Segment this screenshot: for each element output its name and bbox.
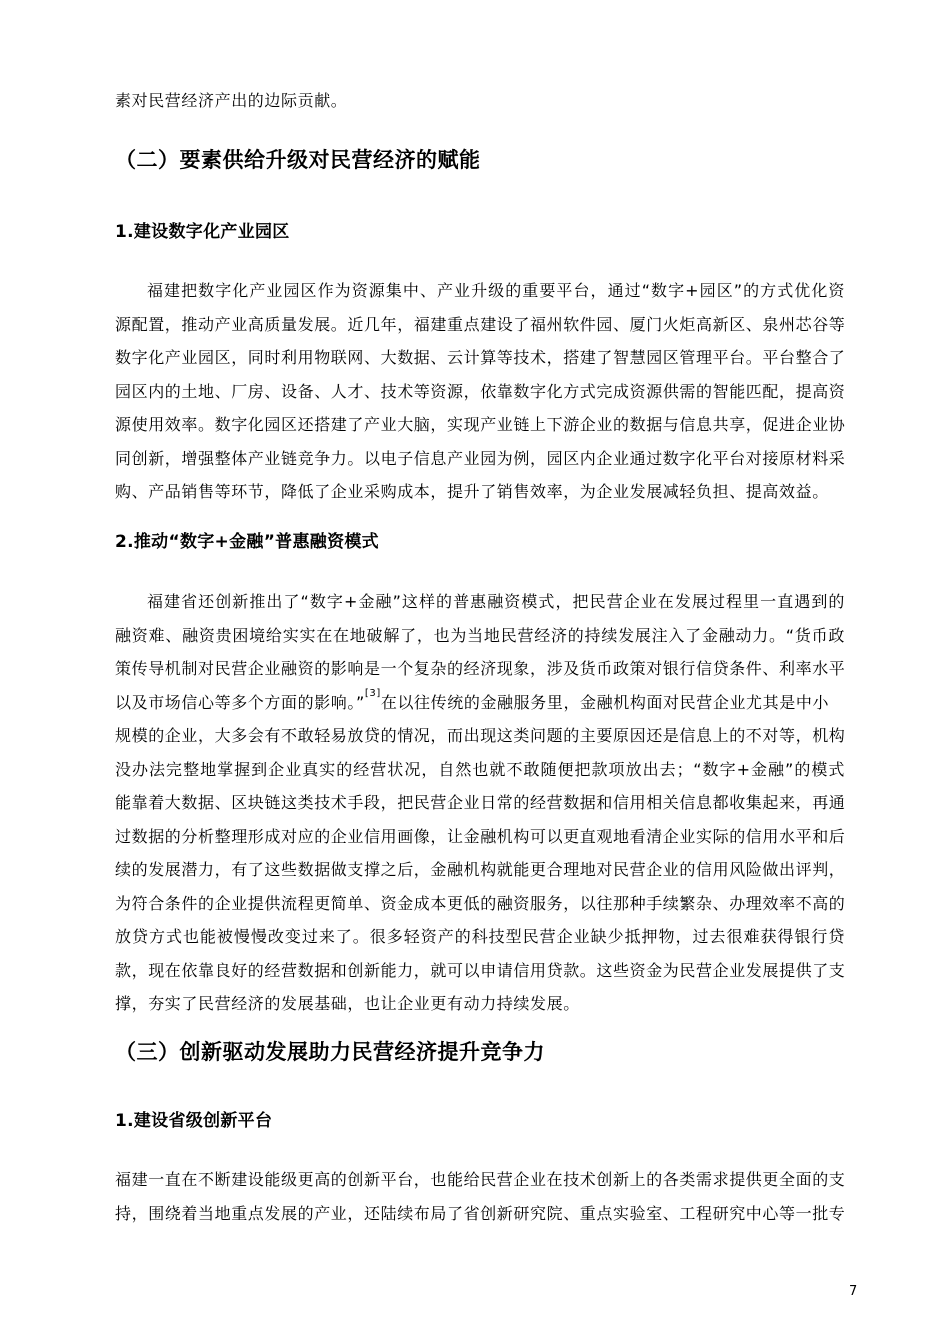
text-segment: 以及市场信心等多个方面的影响。”: [115, 692, 365, 712]
paragraph-line: 融资难、融资贵困境给实实在在地破解了，也为当地民营经济的持续发展注入了金融动力。“货币政: [115, 625, 845, 645]
paragraph-line: 源使用效率。数字化园区还搭建了产业大脑，实现产业链上下游企业的数据与信息共享，促进企业协: [115, 415, 846, 434]
paragraph-line: 福建一直在不断建设能级更高的创新平台，也能给民营企业在技术创新上的各类需求提供更全面的支: [115, 1170, 846, 1189]
paragraph-line: 数字化产业园区，同时利用物联网、大数据、云计算等技术，搭建了智慧园区管理平台。平台整合了: [115, 348, 846, 367]
paragraph-fragment: 素对民营经济产出的边际贡献。: [115, 91, 348, 110]
paragraph-line: 能靠着大数据、区块链这类技术手段，把民营企业日常的经营数据和信用相关信息都收集起来，再通: [115, 793, 846, 812]
paragraph-line: 购、产品销售等环节，降低了企业采购成本，提升了销售效率，为企业发展减轻负担、提高效益。: [115, 482, 829, 501]
paragraph-line: 过数据的分析整理形成对应的企业信用画像，让金融机构可以更直观地看清企业实际的信用水平和后: [115, 826, 846, 846]
subsection-heading-3-1: 1.建设省级创新平台: [115, 1111, 273, 1131]
paragraph-digital-park: [115, 274, 845, 509]
section-heading-2: （二）要素供给升级对民营经济的赋能: [115, 148, 481, 172]
page-number: 7: [849, 1284, 858, 1299]
paragraph-innovation-platform: [115, 1163, 845, 1230]
paragraph-line: 款，现在依靠良好的经营数据和创新能力，就可以申请信用贷款。这些资金为民营企业发展提供了支: [115, 960, 846, 980]
paragraph-line: 放贷方式也能被慢慢改变过来了。很多轻资产的科技型民营企业缺少抵押物，过去很难获得银行贷: [115, 927, 845, 946]
paragraph-digital-finance: [115, 585, 845, 1021]
paragraph-line: 持，围绕着当地重点发展的产业，还陆续布局了省创新研究院、重点实验室、工程研究中心等一批专: [115, 1203, 846, 1223]
subsection-heading-2-1: 1.建设数字化产业园区: [115, 222, 290, 242]
paragraph-line: 源配置，推动产业高质量发展。近几年，福建重点建设了福州软件园、厦门火炬高新区、泉州芯谷等: [115, 314, 846, 334]
paragraph-line: 策传导机制对民营企业融资的影响是一个复杂的经济现象，涉及货币政策对银行信贷条件、利率水平: [115, 659, 846, 678]
citation-marker[interactable]: [3]: [364, 687, 381, 699]
paragraph-line: 规模的企业，大多会有不敢轻易放贷的情况，而出现这类问题的主要原因还是信息上的不对等，机构: [115, 726, 846, 745]
paragraph-line: 续的发展潜力，有了这些数据做支撑之后，金融机构就能更合理地对民营企业的信用风险做出评判，: [115, 860, 846, 879]
paragraph-line: 撑，夯实了民营经济的发展基础，也让企业更有动力持续发展。: [115, 994, 580, 1013]
subsection-heading-2-2: 2.推动“数字+金融”普惠融资模式: [115, 532, 379, 552]
text-segment: 在以往传统的金融服务里，金融机构面对民营企业尤其是中小: [380, 692, 830, 712]
paragraph-line: 没办法完整地掌握到企业真实的经营状况，自然也就不敢随便把款项放出去；“数字+金融”的模式: [115, 759, 845, 779]
paragraph-line: 为符合条件的企业提供流程更简单、资金成本更低的融资服务，以往那种手续繁杂、办理效率不高的: [115, 893, 846, 913]
paragraph-line: 福建省还创新推出了“数字+金融”这样的普惠融资模式，把民营企业在发展过程里一直遇到的: [147, 592, 845, 611]
paragraph-line-with-citation: [115, 686, 845, 720]
paragraph-line: 福建把数字化产业园区作为资源集中、产业升级的重要平台，通过“数字+园区”的方式优化资: [147, 281, 845, 300]
paragraph-line: 园区内的土地、厂房、设备、人才、技术等资源，依靠数字化方式完成资源供需的智能匹配，提高资: [115, 381, 846, 401]
section-heading-3: （三）创新驱动发展助力民营经济提升竞争力: [115, 1040, 545, 1064]
paragraph-line: 同创新，增强整体产业链竞争力。以电子信息产业园为例，园区内企业通过数字化平台对接原材料采: [115, 448, 846, 468]
